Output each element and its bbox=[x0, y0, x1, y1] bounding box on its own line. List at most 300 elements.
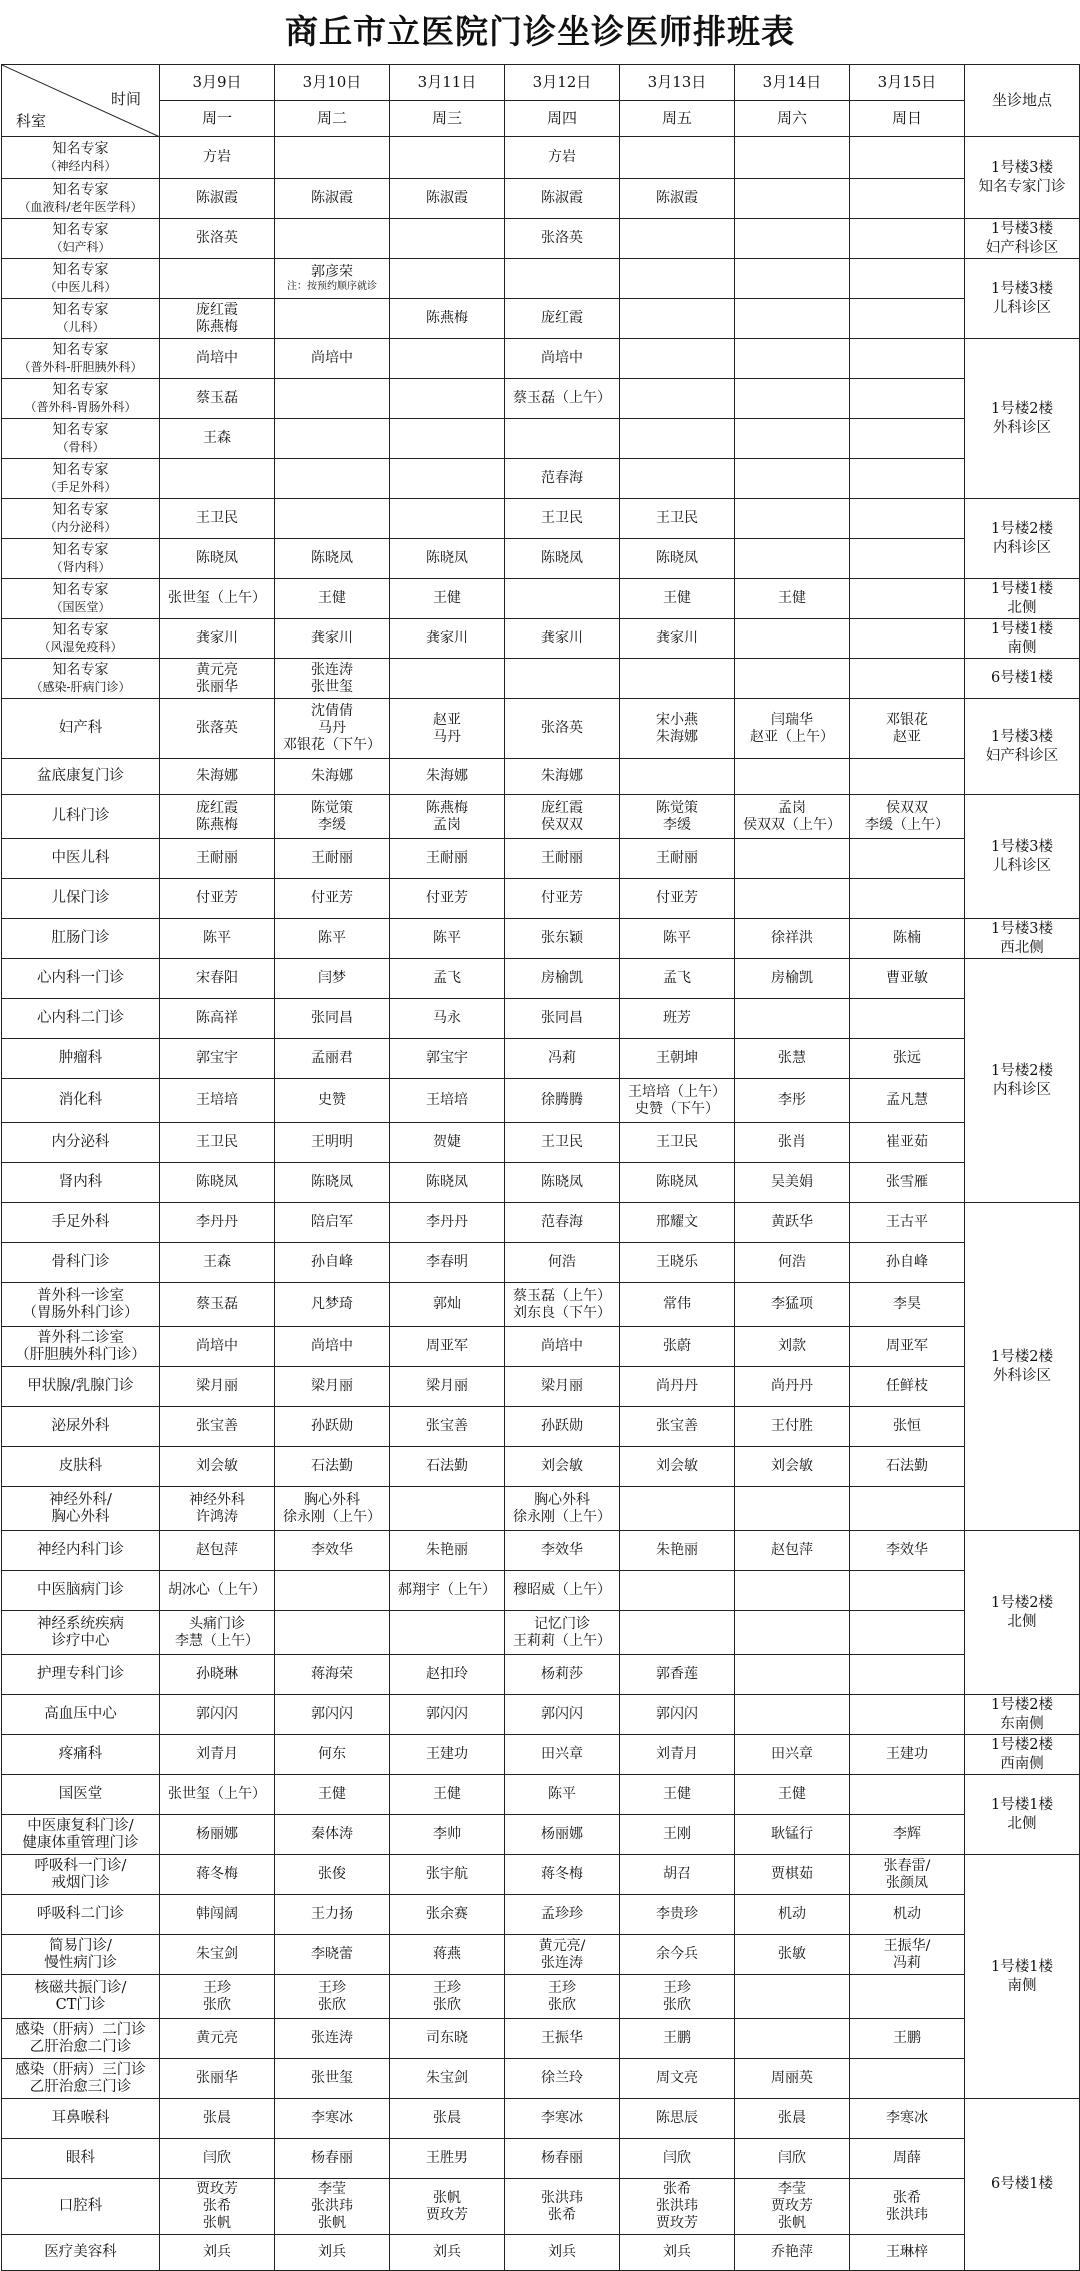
schedule-row bbox=[2, 2099, 1080, 2139]
doctor-cell bbox=[620, 459, 735, 499]
department-cell bbox=[2, 1895, 160, 1935]
doctor-cell bbox=[620, 619, 735, 659]
department-name: 眼科 bbox=[66, 2150, 95, 2166]
cell-line: 徐腾腾 bbox=[541, 1092, 583, 1108]
cell-line: 王森 bbox=[203, 1254, 231, 1270]
doctor-cell bbox=[275, 1123, 390, 1163]
location-cell bbox=[965, 1695, 1080, 1735]
date-header-cell: 3月12日 bbox=[505, 65, 620, 101]
cell-line: 贾玫芳 bbox=[196, 2181, 238, 2197]
cell-line: 陈平 bbox=[203, 930, 231, 946]
department-cell bbox=[2, 1407, 160, 1447]
doctor-cell bbox=[160, 419, 275, 459]
cell-line: 郭宝宇 bbox=[196, 1050, 238, 1066]
doctor-cell bbox=[390, 1855, 505, 1895]
cell-line: 张希 bbox=[893, 2189, 921, 2206]
doctor-cell bbox=[505, 1935, 620, 1975]
doctor-cell bbox=[505, 2139, 620, 2179]
doctor-cell bbox=[505, 879, 620, 919]
doctor-cell bbox=[505, 795, 620, 839]
doctor-cell bbox=[390, 879, 505, 919]
doctor-cell bbox=[620, 1531, 735, 1571]
department-subname: （肾内科） bbox=[50, 559, 111, 574]
cell-line: 张欣 bbox=[318, 1996, 346, 2013]
cell-line: 李效华 bbox=[311, 1542, 353, 1558]
doctor-cell bbox=[850, 339, 965, 379]
doctor-cell bbox=[390, 2099, 505, 2139]
doctor-cell bbox=[160, 1327, 275, 1367]
doctor-cell bbox=[735, 1695, 850, 1735]
doctor-cell bbox=[620, 1039, 735, 1079]
cell-line: 王珍 bbox=[318, 1979, 346, 1996]
location-cell bbox=[965, 1531, 1080, 1695]
location-line: 外科诊区 bbox=[993, 419, 1051, 436]
cell-line: 刘东良（下午） bbox=[513, 1304, 611, 1321]
doctor-cell bbox=[390, 2059, 505, 2099]
cell-line: 付亚芳 bbox=[541, 890, 583, 906]
cell-line: 尚培中 bbox=[196, 350, 238, 366]
header-weekday-row bbox=[2, 101, 1080, 137]
doctor-cell bbox=[850, 219, 965, 259]
doctor-cell bbox=[275, 2139, 390, 2179]
doctor-cell bbox=[505, 999, 620, 1039]
location-cell bbox=[965, 1735, 1080, 1775]
doctor-cell bbox=[735, 339, 850, 379]
schedule-row bbox=[2, 699, 1080, 759]
cell-line: 张同昌 bbox=[541, 1010, 583, 1026]
doctor-cell bbox=[735, 1775, 850, 1815]
department-cell bbox=[2, 1163, 160, 1203]
date-header-cell: 3月11日 bbox=[390, 65, 505, 101]
cell-line: 梁月丽 bbox=[541, 1378, 583, 1394]
cell-line: 朱艳丽 bbox=[656, 1542, 698, 1558]
schedule-row bbox=[2, 1163, 1080, 1203]
cell-line: 庞红霞 bbox=[541, 799, 583, 816]
doctor-cell bbox=[505, 499, 620, 539]
cell-line: 李莹 bbox=[318, 2181, 346, 2197]
department-name: 知名专家 bbox=[52, 261, 109, 278]
doctor-cell bbox=[505, 459, 620, 499]
doctor-cell bbox=[275, 1487, 390, 1531]
department-name: 泌尿外科 bbox=[51, 1418, 110, 1434]
department-subname: （内分泌科） bbox=[44, 519, 117, 534]
cell-line: 崔亚茹 bbox=[886, 1134, 928, 1150]
doctor-cell bbox=[390, 919, 505, 959]
doctor-cell bbox=[160, 879, 275, 919]
doctor-cell bbox=[735, 1367, 850, 1407]
doctor-cell bbox=[850, 1283, 965, 1327]
cell-line: 王古平 bbox=[886, 1214, 928, 1230]
cell-line: 史赞（下午） bbox=[635, 1100, 719, 1117]
doctor-cell bbox=[850, 419, 965, 459]
cell-line: 闫欣 bbox=[203, 2150, 231, 2166]
schedule-row bbox=[2, 539, 1080, 579]
cell-line: 王刚 bbox=[663, 1826, 691, 1842]
doctor-cell bbox=[850, 499, 965, 539]
doctor-cell bbox=[160, 379, 275, 419]
cell-line: 陪启军 bbox=[311, 1214, 353, 1230]
cell-line: 王力扬 bbox=[311, 1906, 353, 1922]
cell-line: 刘青月 bbox=[196, 1746, 238, 1762]
department-name: 心内科一门诊 bbox=[37, 970, 124, 986]
doctor-cell bbox=[735, 1123, 850, 1163]
cell-line: 王珍 bbox=[663, 1979, 691, 1996]
cell-line: 王明明 bbox=[311, 1134, 353, 1150]
cell-line: 李莹 bbox=[778, 2181, 806, 2197]
doctor-cell bbox=[850, 539, 965, 579]
location-line: 内科诊区 bbox=[993, 1081, 1051, 1098]
cell-line: 孟凡慧 bbox=[886, 1092, 928, 1108]
cell-line: 孟丽君 bbox=[311, 1050, 353, 1066]
doctor-cell bbox=[390, 1531, 505, 1571]
department-subname: （妇产科） bbox=[50, 239, 111, 254]
cell-line: 记忆门诊 bbox=[534, 1615, 590, 1632]
doctor-cell bbox=[390, 1447, 505, 1487]
cell-line: 王珍 bbox=[548, 1979, 576, 1996]
department-cell bbox=[2, 1735, 160, 1775]
doctor-cell bbox=[390, 1815, 505, 1855]
cell-line: 尚培中 bbox=[311, 350, 353, 366]
department-cell bbox=[2, 2059, 160, 2099]
cell-line: 尚培中 bbox=[311, 1338, 353, 1354]
department-cell bbox=[2, 1243, 160, 1283]
cell-line: 何浩 bbox=[778, 1254, 806, 1270]
cell-line: 黄元亮/ bbox=[538, 1937, 586, 1954]
schedule-row bbox=[2, 1611, 1080, 1655]
corner-header-cell bbox=[2, 65, 160, 137]
cell-line: 张帆 bbox=[203, 2215, 231, 2231]
doctor-cell bbox=[275, 699, 390, 759]
location-cell bbox=[965, 795, 1080, 919]
schedule-row bbox=[2, 1695, 1080, 1735]
doctor-cell bbox=[735, 579, 850, 619]
doctor-cell bbox=[620, 1735, 735, 1775]
department-cell bbox=[2, 2179, 160, 2235]
doctor-cell bbox=[850, 879, 965, 919]
department-name: 呼吸科一门诊/ bbox=[34, 1857, 127, 1874]
location-line: 1号楼3楼 bbox=[991, 220, 1053, 237]
weekday-header-cell: 周五 bbox=[620, 101, 735, 137]
doctor-cell bbox=[735, 259, 850, 299]
cell-line: 张世玺（上午） bbox=[168, 1786, 266, 1802]
cell-line: 孟珍珍 bbox=[541, 1906, 583, 1922]
doctor-cell bbox=[390, 699, 505, 759]
schedule-row bbox=[2, 1775, 1080, 1815]
doctor-cell bbox=[850, 999, 965, 1039]
doctor-cell bbox=[505, 839, 620, 879]
cell-line: 孙晓琳 bbox=[196, 1666, 238, 1682]
cell-line: 邓银花（下午） bbox=[283, 737, 381, 753]
doctor-cell bbox=[735, 1243, 850, 1283]
department-name: 神经系统疾病 bbox=[37, 1615, 124, 1632]
doctor-cell bbox=[160, 1695, 275, 1735]
department-subname: CT门诊 bbox=[55, 1996, 106, 2013]
doctor-cell bbox=[850, 1975, 965, 2019]
doctor-cell bbox=[620, 1935, 735, 1975]
department-cell bbox=[2, 699, 160, 759]
cell-line: 李晓蕾 bbox=[311, 1946, 353, 1962]
doctor-cell bbox=[390, 1283, 505, 1327]
doctor-cell bbox=[620, 959, 735, 999]
cell-line: 冯莉 bbox=[893, 1954, 921, 1971]
cell-line: 王振华 bbox=[541, 2030, 583, 2046]
location-line: 1号楼3楼 bbox=[991, 838, 1053, 855]
doctor-cell bbox=[735, 1487, 850, 1531]
schedule-row bbox=[2, 379, 1080, 419]
schedule-row bbox=[2, 1203, 1080, 1243]
doctor-cell bbox=[390, 839, 505, 879]
department-cell bbox=[2, 759, 160, 795]
cell-line: 杨春丽 bbox=[541, 2150, 583, 2166]
cell-line: 穆昭威（上午） bbox=[513, 1582, 611, 1598]
cell-line: 李寒冰 bbox=[311, 2110, 353, 2126]
location-line: 妇产科诊区 bbox=[985, 239, 1059, 256]
department-cell bbox=[2, 499, 160, 539]
doctor-cell bbox=[735, 219, 850, 259]
cell-line: 赵扣玲 bbox=[426, 1666, 468, 1682]
cell-line: 徐永刚（上午） bbox=[283, 1508, 381, 1525]
doctor-cell bbox=[160, 1655, 275, 1695]
doctor-cell bbox=[850, 1203, 965, 1243]
cell-line: 李效华 bbox=[886, 1542, 928, 1558]
cell-line: 孙跃勋 bbox=[311, 1418, 353, 1434]
cell-line: 王健 bbox=[778, 590, 806, 606]
department-name: 医疗美容科 bbox=[44, 2244, 117, 2260]
date-header-cell: 3月10日 bbox=[275, 65, 390, 101]
doctor-cell bbox=[390, 299, 505, 339]
doctor-cell bbox=[390, 1775, 505, 1815]
doctor-cell bbox=[620, 839, 735, 879]
cell-line: 郭闪闪 bbox=[311, 1706, 353, 1722]
doctor-cell bbox=[160, 1079, 275, 1123]
doctor-cell bbox=[160, 2059, 275, 2099]
schedule-row bbox=[2, 1571, 1080, 1611]
cell-line: 王健 bbox=[663, 1786, 691, 1802]
cell-line: 范春海 bbox=[541, 1214, 583, 1230]
cell-line: 班芳 bbox=[663, 1010, 691, 1026]
location-line: 6号楼1楼 bbox=[991, 2176, 1053, 2192]
doctor-cell bbox=[735, 1283, 850, 1327]
cell-line: 付亚芳 bbox=[426, 890, 468, 906]
doctor-cell bbox=[620, 379, 735, 419]
cell-line: 许鸿涛 bbox=[196, 1508, 238, 1525]
cell-line: 张俊 bbox=[318, 1866, 346, 1882]
department-name: 感染（肝病）三门诊 bbox=[15, 2061, 146, 2078]
date-header-cell: 3月9日 bbox=[160, 65, 275, 101]
doctor-cell bbox=[390, 419, 505, 459]
cell-line: 朱海娜 bbox=[541, 768, 583, 784]
cell-line: 刘款 bbox=[778, 1338, 806, 1354]
cell-line: 周薛 bbox=[893, 2150, 921, 2166]
doctor-cell bbox=[850, 1407, 965, 1447]
location-line: 1号楼2楼 bbox=[991, 400, 1053, 417]
schedule-row bbox=[2, 179, 1080, 219]
doctor-cell bbox=[390, 1203, 505, 1243]
cell-line: 王健 bbox=[318, 1786, 346, 1802]
department-cell bbox=[2, 919, 160, 959]
cell-line: 张洛英 bbox=[541, 720, 583, 736]
cell-line: 曹亚敏 bbox=[886, 970, 928, 986]
cell-line: 任鲜枝 bbox=[886, 1378, 928, 1394]
location-cell bbox=[965, 579, 1080, 619]
cell-line: 王森 bbox=[203, 430, 231, 446]
doctor-cell bbox=[735, 2099, 850, 2139]
cell-line: 张同昌 bbox=[311, 1010, 353, 1026]
doctor-cell bbox=[160, 2235, 275, 2271]
location-line: 1号楼1楼 bbox=[991, 1796, 1053, 1813]
department-name: 耳鼻喉科 bbox=[51, 2110, 110, 2126]
doctor-cell bbox=[735, 1855, 850, 1895]
cell-line: 蔡玉磊 bbox=[196, 390, 238, 406]
cell-line: 刘兵 bbox=[203, 2244, 231, 2260]
department-cell bbox=[2, 1531, 160, 1571]
doctor-cell bbox=[390, 2139, 505, 2179]
cell-line: 张蔚 bbox=[663, 1338, 691, 1354]
doctor-cell bbox=[275, 1975, 390, 2019]
weekday-header-cell: 周日 bbox=[850, 101, 965, 137]
department-name: 普外科二诊室 bbox=[37, 1329, 124, 1346]
cell-line: 王琳梓 bbox=[886, 2244, 928, 2260]
cell-line: 王健 bbox=[778, 1786, 806, 1802]
cell-line: 张洪玮 bbox=[656, 2198, 698, 2214]
doctor-cell bbox=[390, 459, 505, 499]
cell-line: 赵包萍 bbox=[771, 1542, 813, 1558]
schedule-row bbox=[2, 1935, 1080, 1975]
doctor-cell bbox=[275, 1815, 390, 1855]
doctor-cell bbox=[735, 919, 850, 959]
doctor-cell bbox=[275, 1695, 390, 1735]
schedule-row bbox=[2, 1407, 1080, 1447]
schedule-row bbox=[2, 2019, 1080, 2059]
doctor-cell bbox=[850, 1243, 965, 1283]
doctor-cell bbox=[505, 1487, 620, 1531]
cell-line: 沈倩倩 bbox=[311, 703, 353, 719]
cell-line: 李猛项 bbox=[771, 1296, 813, 1312]
doctor-cell bbox=[275, 1327, 390, 1367]
doctor-cell bbox=[160, 2099, 275, 2139]
cell-line: 张落英 bbox=[196, 720, 238, 736]
department-cell bbox=[2, 579, 160, 619]
department-name: 中医康复科门诊/ bbox=[27, 1817, 134, 1834]
department-name: 神经内科门诊 bbox=[37, 1542, 124, 1558]
doctor-cell bbox=[160, 499, 275, 539]
cell-line: 陈淑霞 bbox=[196, 190, 238, 206]
department-cell bbox=[2, 659, 160, 699]
doctor-cell bbox=[850, 759, 965, 795]
schedule-row bbox=[2, 959, 1080, 999]
cell-line: 黄元亮 bbox=[196, 661, 238, 678]
doctor-cell bbox=[275, 1775, 390, 1815]
doctor-cell bbox=[735, 1895, 850, 1935]
doctor-cell bbox=[390, 1895, 505, 1935]
cell-line: 张雪雁 bbox=[886, 1174, 928, 1190]
cell-line: 范春海 bbox=[541, 470, 583, 486]
location-cell bbox=[965, 659, 1080, 699]
doctor-cell bbox=[275, 1283, 390, 1327]
doctor-cell bbox=[160, 839, 275, 879]
location-line: 北侧 bbox=[1007, 599, 1037, 616]
department-cell bbox=[2, 1975, 160, 2019]
schedule-row bbox=[2, 1039, 1080, 1079]
doctor-cell bbox=[505, 659, 620, 699]
cell-line: 孟岗 bbox=[778, 799, 806, 816]
doctor-cell bbox=[390, 539, 505, 579]
doctor-cell bbox=[505, 2059, 620, 2099]
doctor-cell bbox=[735, 179, 850, 219]
cell-line: 吴美娟 bbox=[771, 1174, 813, 1190]
location-line: 1号楼3楼 bbox=[991, 280, 1053, 297]
cell-line: 王培培 bbox=[196, 1092, 238, 1108]
cell-line: 陈平 bbox=[433, 930, 461, 946]
date-header-cell: 3月13日 bbox=[620, 65, 735, 101]
doctor-cell bbox=[275, 259, 390, 299]
cell-line: 杨春丽 bbox=[311, 2150, 353, 2166]
cell-line: 张希 bbox=[203, 2198, 231, 2214]
doctor-cell bbox=[275, 137, 390, 179]
doctor-cell bbox=[390, 1655, 505, 1695]
doctor-cell bbox=[505, 1163, 620, 1203]
doctor-cell bbox=[850, 2179, 965, 2235]
department-name: 知名专家 bbox=[52, 421, 109, 438]
schedule-row bbox=[2, 1531, 1080, 1571]
department-cell bbox=[2, 1203, 160, 1243]
cell-line: 王卫民 bbox=[541, 510, 583, 526]
doctor-cell bbox=[735, 659, 850, 699]
cell-line: 张希 bbox=[663, 2181, 691, 2197]
cell-line: 神经外科 bbox=[189, 1491, 245, 1508]
doctor-cell bbox=[160, 259, 275, 299]
cell-line: 马永 bbox=[433, 1010, 461, 1026]
schedule-table bbox=[1, 64, 1080, 2271]
doctor-cell bbox=[275, 1367, 390, 1407]
doctor-cell bbox=[850, 1695, 965, 1735]
cell-line: 张欣 bbox=[663, 1996, 691, 2013]
doctor-cell bbox=[390, 179, 505, 219]
doctor-cell bbox=[620, 919, 735, 959]
doctor-cell bbox=[275, 759, 390, 795]
location-line: 1号楼2楼 bbox=[991, 1594, 1053, 1611]
doctor-cell bbox=[620, 539, 735, 579]
cell-line: 张宇航 bbox=[426, 1866, 468, 1882]
department-name: 皮肤科 bbox=[58, 1458, 103, 1474]
doctor-cell bbox=[850, 459, 965, 499]
doctor-cell bbox=[850, 137, 965, 179]
doctor-cell bbox=[620, 1611, 735, 1655]
department-cell bbox=[2, 1935, 160, 1975]
schedule-row bbox=[2, 499, 1080, 539]
doctor-cell bbox=[505, 259, 620, 299]
doctor-cell bbox=[275, 1447, 390, 1487]
cell-line: 蒋冬梅 bbox=[196, 1866, 238, 1882]
cell-line: 胸心外科 bbox=[304, 1491, 360, 1508]
cell-line: 王振华/ bbox=[883, 1937, 931, 1954]
cell-line: 侯双双 bbox=[886, 799, 928, 816]
doctor-cell bbox=[390, 1735, 505, 1775]
cell-line: 张洪玮 bbox=[541, 2189, 583, 2206]
cell-line: 李寒冰 bbox=[886, 2110, 928, 2126]
cell-line: 陈思辰 bbox=[656, 2110, 698, 2126]
cell-line: 陈平 bbox=[318, 930, 346, 946]
cell-line: 陈燕梅 bbox=[426, 310, 468, 326]
department-name: 儿科门诊 bbox=[51, 808, 110, 824]
cell-line: 陈淑霞 bbox=[541, 190, 583, 206]
doctor-cell bbox=[160, 1571, 275, 1611]
doctor-cell bbox=[735, 2235, 850, 2271]
doctor-cell bbox=[505, 2179, 620, 2235]
doctor-cell bbox=[160, 919, 275, 959]
doctor-cell bbox=[620, 419, 735, 459]
cell-line: 张洪玮 bbox=[311, 2198, 353, 2214]
